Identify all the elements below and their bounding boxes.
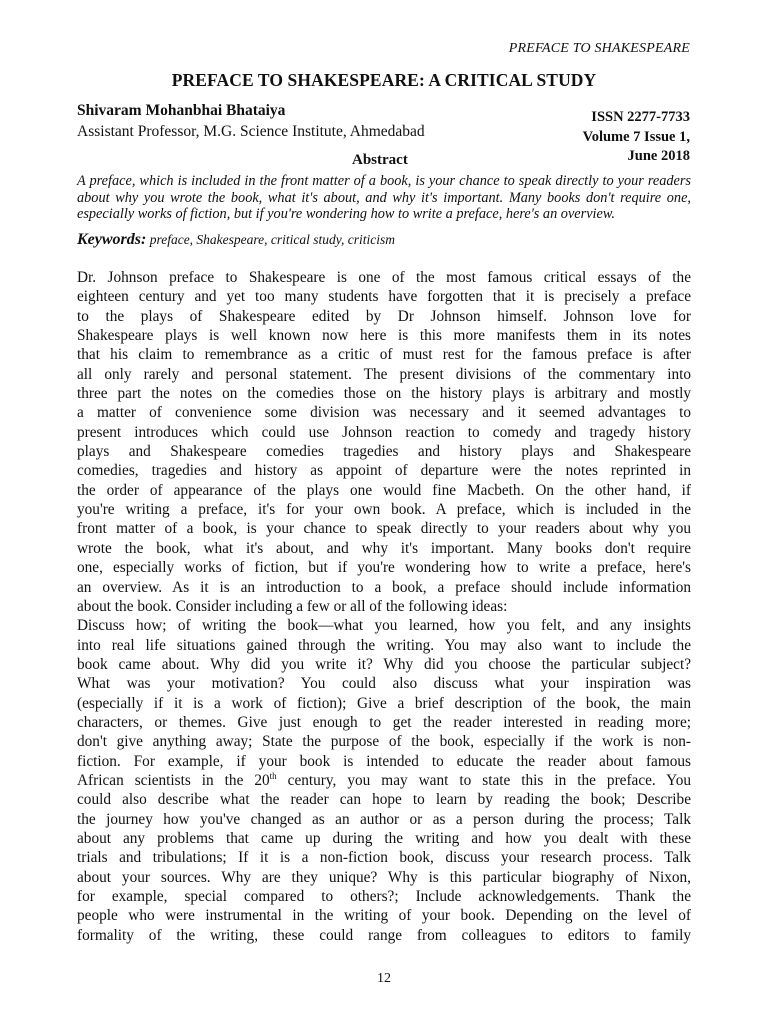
keywords <box>77 231 691 249</box>
body-text <box>77 268 691 945</box>
keywords-list: preface, Shakespeare, critical study, criticism <box>149 232 396 247</box>
journal-info <box>583 108 690 167</box>
body-line: about your sources. Why are they unique? Why is this particular biography of Nixon, <box>77 868 691 886</box>
body-line: plays and Shakespeare comedies tragedies and history plays and Shakespeare <box>77 443 691 461</box>
author-affiliation: Assistant Professor, M.G. Science Institute, Ahmedabad <box>77 123 425 140</box>
issn: ISSN 2277-7733 <box>591 109 690 125</box>
body-line: present introduces which could use Johnson reaction to comedy and tragedy history <box>77 423 691 441</box>
author-name: Shivaram Mohanbhai Bhataiya <box>77 102 286 119</box>
body-line: could also describe what the reader can hope to learn by reading the book; Describe <box>77 791 691 809</box>
publication-date: June 2018 <box>627 148 690 164</box>
body-line: the journey how you've changed as an author or as a person during the process; Talk <box>77 810 691 828</box>
body-line: Dr. Johnson preface to Shakespeare is one of the most famous critical essays of the <box>77 269 691 286</box>
body-line: the order of appearance of the plays one would fine Macbeth. On the other hand, if <box>77 481 691 499</box>
running-head: PREFACE TO SHAKESPEARE <box>508 41 690 56</box>
body-line: book came about. Why did you write it? Why did you choose the particular subject? <box>77 655 691 673</box>
body-line: wrote the book, what it's about, and why it's important. Many books don't require <box>77 539 691 557</box>
body-line: about the book. Consider including a few or all of the following ideas: <box>77 597 508 615</box>
body-line: African scientists in the 20th century, you may want to state this in the preface. You <box>77 770 691 789</box>
body-line: trials and tribulations; If it is a non-fiction book, discuss your research process. Talk <box>77 849 691 867</box>
body-line: fiction. For example, if your book is intended to educate the reader about famous <box>77 752 691 770</box>
keywords-label: Keywords: <box>77 231 147 248</box>
body-line: that his claim to remembrance as a critic of must rest for the famous preface is after <box>77 346 691 364</box>
body-line: one, especially works of fiction, but if you're wondering how to write a preface, here's <box>77 559 691 577</box>
body-line: into real life situations gained through the writing. You may also want to include the <box>77 636 691 654</box>
body-line: eighteen century and yet too many students have forgotten that it is precisely a preface <box>77 288 691 306</box>
body-line: people who were instrumental in the writing of your book. Depending on the level of <box>77 907 691 925</box>
body-line: formality of the writing, these could range from colleagues to editors to family <box>77 926 691 944</box>
paper-title: PREFACE TO SHAKESPEARE: A CRITICAL STUDY <box>171 70 597 90</box>
body-line: Discuss how; of writing the book—what you learned, how you felt, and any insights <box>77 617 691 635</box>
body-line: you're writing a preface, it's for your own book. A preface, which is included in the <box>77 501 691 519</box>
page-number: 12 <box>377 971 391 986</box>
body-line: characters, or themes. Give just enough to get the reader interested in reading more; <box>77 713 691 731</box>
abstract-text: A preface, which is included in the front matter of a book, is your chance to speak directly to your readers about why you wrote the book, what it's about, and why it's important. Many books don't require one, especially works of fiction, but if you're wondering how to write a preface, here's an overview. <box>77 173 691 222</box>
body-line: a matter of convenience some division was necessary and it seemed advantages to <box>77 404 691 422</box>
body-line: Shakespeare plays is well known now here is this more manifests them in its notes <box>77 327 691 345</box>
body-line: to the plays of Shakespeare edited by Dr Johnson himself. Johnson love for <box>77 307 691 325</box>
body-line: front matter of a book, is your chance to speak directly to your readers about why you <box>77 520 691 538</box>
body-line: (especially if it is a work of fiction); Give a brief description of the book, the main <box>77 694 691 712</box>
body-line: What was your motivation? You could also discuss what your inspiration was <box>77 675 691 693</box>
volume-issue: Volume 7 Issue 1, <box>582 128 690 145</box>
abstract-heading: Abstract <box>352 152 408 168</box>
body-line: an overview. As it is an introduction to a book, a preface should include information <box>77 578 691 596</box>
body-line: about any problems that came up during the writing and how you dealt with these <box>77 829 691 847</box>
body-line: don't give anything away; State the purpose of the book, especially if the work is non- <box>77 733 691 751</box>
body-line: for example, special compared to others?; Include acknowledgements. Thank the <box>77 888 691 905</box>
body-line: comedies, tragedies and history as appoint of departure were the notes reprinted in <box>77 462 691 480</box>
body-line: three part the notes on the comedies those on the history plays is arbitrary and mostly <box>77 385 691 403</box>
body-line: all only rarely and personal statement. The present divisions of the commentary into <box>77 365 691 383</box>
